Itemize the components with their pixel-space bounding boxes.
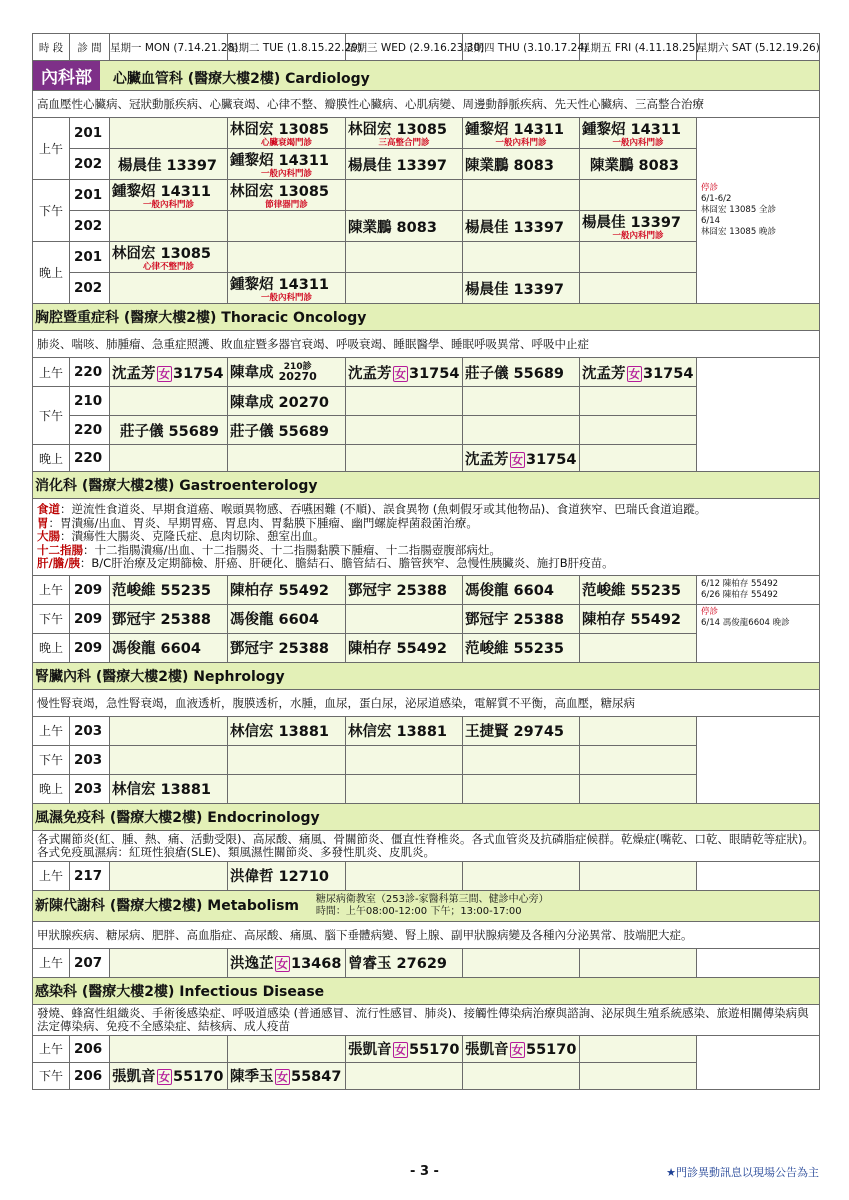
doctor-cell[interactable]: 莊子儀 55689 xyxy=(228,416,346,445)
section-desc: 慢性腎衰竭，急性腎衰竭，血液透析，腹膜透析，水腫，血尿，蛋白尿，泌尿道感染，電解質不平衡，高血壓，糖尿病 xyxy=(33,689,820,716)
section-title: 新陳代謝科 (醫療大樓2樓) Metabolism xyxy=(35,897,300,914)
slot-label: 上午 xyxy=(33,118,70,180)
table-row: 下午 210 陳韋成 20270 xyxy=(33,387,820,416)
section-title: 心臟血管科 (醫療大樓2樓) Cardiology xyxy=(112,71,370,87)
female-badge: 女 xyxy=(158,366,170,381)
doctor-cell[interactable]: 馮俊龍 6604 xyxy=(110,633,228,662)
doctor-cell[interactable]: 莊子儀 55689 xyxy=(110,416,228,445)
doctor-cell[interactable]: 陳業鵬 8083 xyxy=(346,211,463,242)
section-gastro xyxy=(33,472,820,499)
table-row xyxy=(33,118,820,149)
table-row: 上午 220 沈孟芳 女 31754 陳韋成 210診 20270 沈孟芳 女 31754 莊子儀 55689 沈孟芳 女 31754 xyxy=(33,358,820,387)
doctor-cell[interactable]: 馮俊龍 6604 xyxy=(228,604,346,633)
day-header-thu: 星期四 THU (3.10.17.24) xyxy=(463,34,580,61)
doctor-cell[interactable]: 陳季玉 女 55847 xyxy=(228,1062,346,1089)
table-row: 上午 209 范峻維 55235 陳柏存 55492 鄧冠宇 25388 馮俊龍 6604 范峻維 55235 6/12 陳柏存 55492 6/26 陳柏存 55492 xyxy=(33,575,820,604)
table-row: 202 楊晨佳 13397 鍾黎炤 14311 一般內科門診 楊晨佳 13397 陳業鵬 8083 陳業鵬 8083 xyxy=(33,149,820,180)
doctor-cell[interactable]: 范峻維 55235 xyxy=(580,575,697,604)
doctor-cell[interactable]: 王捷賢 29745 xyxy=(463,716,580,745)
doctor-cell[interactable]: 鍾黎炤 14311 一般內科門診 xyxy=(110,180,228,211)
doctor-cell[interactable]: 沈孟芳 女 31754 xyxy=(346,358,463,387)
table-row: 上午 217 洪偉哲 12710 xyxy=(33,861,820,890)
section-desc: 各式關節炎(紅、腫、熱、痛、活動受限)、高尿酸、痛風、骨關節炎、僵直性脊椎炎。各式血管炎及抗磷脂症候群。乾燥症(嘴乾、口乾、眼睛乾等症狀)。各式免疫風濕病：紅斑性狼瘡(SLE)、類風濕性關節炎、多發性肌炎、皮肌炎。 xyxy=(33,830,820,861)
doctor-cell[interactable]: 林信宏 13881 xyxy=(346,716,463,745)
clinic-info: 糖尿病衛教室（253診-家醫科第三間、健診中心旁） 時間：上午08:00-12:00 下午；13:00-17:00 xyxy=(315,893,549,917)
section-rheum xyxy=(33,803,820,830)
doctor-cell[interactable]: 沈孟芳 女 31754 xyxy=(110,358,228,387)
section-nephro xyxy=(33,662,820,689)
doctor-cell[interactable]: 鍾黎炤 14311 一般內科門診 xyxy=(228,149,346,180)
section-desc: 肺炎、喘咳、肺腫瘤、急重症照護、敗血症暨多器官衰竭、呼吸衰竭、睡眠醫學、睡眠呼吸異常、呼吸中止症 xyxy=(33,331,820,358)
doctor-cell[interactable]: 鄧冠宇 25388 xyxy=(110,604,228,633)
table-row: 下午 209 鄧冠宇 25388 馮俊龍 6604 鄧冠宇 25388 陳柏存 55492 停診 6/14 馮俊龍6604 晚診 xyxy=(33,604,820,633)
footer-note: ★門診異動訊息以現場公告為主 xyxy=(666,1166,819,1179)
day-header-mon: 星期一 MON (7.14.21.28) xyxy=(110,34,228,61)
table-row: 上午 206 張凱音 女 55170 張凱音 女 55170 xyxy=(33,1035,820,1062)
section-title: 風濕免疫科 (醫療大樓2樓) Endocrinology xyxy=(33,803,820,830)
doctor-cell[interactable]: 范峻維 55235 xyxy=(110,575,228,604)
doctor-cell[interactable]: 鄧冠宇 25388 xyxy=(463,604,580,633)
room-header: 診 間 xyxy=(70,34,110,61)
change-notice: 6/12 陳柏存 55492 6/26 陳柏存 55492 xyxy=(697,575,820,604)
header-row xyxy=(33,34,820,61)
doctor-cell[interactable]: 曾睿玉 27629 xyxy=(346,948,463,977)
section-infect xyxy=(33,977,820,1004)
cancel-notice: 停診 6/1-6/2 林囧宏 13085 全診 6/14 林囧宏 13085 晚診 xyxy=(697,118,820,304)
dept-badge: 內科部 xyxy=(33,61,100,90)
schedule-table xyxy=(32,33,820,1090)
room-number: 201 xyxy=(70,118,110,149)
section-desc: 甲狀腺疾病、糖尿病、肥胖、高血脂症、高尿酸、痛風、腦下垂體病變、腎上腺、副甲狀腺病變及各種內分泌異常、肢端肥大症。 xyxy=(33,921,820,948)
doctor-cell[interactable]: 陳柏存 55492 xyxy=(346,633,463,662)
doctor-cell[interactable]: 洪偉哲 12710 xyxy=(228,861,346,890)
doctor-cell[interactable]: 林囧宏 13085 節律器門診 xyxy=(228,180,346,211)
doctor-cell[interactable]: 楊晨佳 13397 xyxy=(346,149,463,180)
section-title: 消化科 (醫療大樓2樓) Gastroenterology xyxy=(33,472,820,499)
doctor-cell[interactable]: 沈孟芳 女 31754 xyxy=(580,358,697,387)
page-number: - 3 - xyxy=(410,1164,439,1179)
doctor-cell[interactable]: 馮俊龍 6604 xyxy=(463,575,580,604)
doctor-cell[interactable]: 陳柏存 55492 xyxy=(228,575,346,604)
day-header-tue: 星期二 TUE (1.8.15.22.29) xyxy=(228,34,346,61)
table-row: 晚上 209 馮俊龍 6604 鄧冠宇 25388 陳柏存 55492 范峻維 55235 xyxy=(33,633,820,662)
doctor-cell[interactable]: 陳業鵬 8083 xyxy=(463,149,580,180)
section-desc: 高血壓性心臟病、冠狀動脈疾病、心臟衰竭、心律不整、瓣膜性心臟病、心肌病變、周邊動靜脈疾病、先天性心臟病、三高整合治療 xyxy=(33,91,820,118)
doctor-cell[interactable]: 鄧冠宇 25388 xyxy=(346,575,463,604)
day-header-fri: 星期五 FRI (4.11.18.25) xyxy=(580,34,697,61)
doctor-cell[interactable]: 鍾黎炤 14311 一般內科門診 xyxy=(580,118,697,149)
table-row: 上午 207 洪逸芷 女 13468 曾睿玉 27629 xyxy=(33,948,820,977)
doctor-cell[interactable]: 林囧宏 13085 三高整合門診 xyxy=(346,118,463,149)
table-row: 202 陳業鵬 8083 楊晨佳 13397 楊晨佳 13397 一般內科門診 xyxy=(33,211,820,242)
doctor-cell[interactable]: 楊晨佳 13397 xyxy=(110,149,228,180)
day-header-sat: 星期六 SAT (5.12.19.26) xyxy=(697,34,820,61)
doctor-cell[interactable]: 陳韋成 210診 20270 xyxy=(228,358,346,387)
table-row: 下午 203 xyxy=(33,745,820,774)
section-title: 腎臟內科 (醫療大樓2樓) Nephrology xyxy=(33,662,820,689)
doctor-cell[interactable]: 張凱音 女 55170 xyxy=(110,1062,228,1089)
doctor-cell[interactable]: 鍾黎炤 14311 一般內科門診 xyxy=(228,273,346,304)
slot-header: 時 段 xyxy=(33,34,70,61)
doctor-cell[interactable]: 陳韋成 20270 xyxy=(228,387,346,416)
doctor-cell[interactable]: 林囧宏 13085 心臟衰竭門診 xyxy=(228,118,346,149)
table-row: 晚上 220 沈孟芳 女 31754 xyxy=(33,445,820,472)
section-title: 胸腔暨重症科 (醫療大樓2樓) Thoracic Oncology xyxy=(33,304,820,331)
section-metab xyxy=(33,890,820,921)
doctor-cell[interactable]: 沈孟芳 女 31754 xyxy=(463,445,580,472)
doctor-cell[interactable]: 張凱音 女 55170 xyxy=(463,1035,580,1062)
table-row: 下午 201 鍾黎炤 14311 一般內科門診 林囧宏 13085 節律器門診 xyxy=(33,180,820,211)
doctor-cell[interactable]: 林囧宏 13085 心律不整門診 xyxy=(110,242,228,273)
doctor-cell[interactable]: 楊晨佳 13397 一般內科門診 xyxy=(580,211,697,242)
doctor-cell[interactable]: 楊晨佳 13397 xyxy=(463,273,580,304)
table-row: 晚上 203 林信宏 13881 xyxy=(33,774,820,803)
doctor-cell[interactable]: 楊晨佳 13397 xyxy=(463,211,580,242)
section-cardiology xyxy=(33,61,820,91)
doctor-cell[interactable]: 張凱音 女 55170 xyxy=(346,1035,463,1062)
doctor-cell[interactable]: 鍾黎炤 14311 一般內科門診 xyxy=(463,118,580,149)
table-row: 下午 206 張凱音 女 55170 陳季玉 女 55847 xyxy=(33,1062,820,1089)
doctor-cell[interactable]: 莊子儀 55689 xyxy=(463,358,580,387)
day-header-wed: 星期三 WED (2.9.16.23.30) xyxy=(346,34,463,61)
doctor-cell[interactable]: 林信宏 13881 xyxy=(110,774,228,803)
section-desc: 發燒、蜂窩性組織炎、手術後感染症、呼吸道感染 (普通感冒、流行性感冒、肺炎)、接觸性傳染病治療與諮詢、泌尿與生殖系統感染、旅遊相關傳染病與法定傳染病、免疫不全感染症、結核病、成人疫苗 xyxy=(33,1004,820,1035)
cancel-notice: 停診 6/14 馮俊龍6604 晚診 xyxy=(697,604,820,662)
table-row: 上午 203 林信宏 13881 林信宏 13881 王捷賢 29745 xyxy=(33,716,820,745)
doctor-cell[interactable]: 林信宏 13881 xyxy=(228,716,346,745)
doctor-cell[interactable]: 陳柏存 55492 xyxy=(580,604,697,633)
section-title: 感染科 (醫療大樓2樓) Infectious Disease xyxy=(33,977,820,1004)
table-row: 220 莊子儀 55689 莊子儀 55689 xyxy=(33,416,820,445)
doctor-cell[interactable]: 洪逸芷 女 13468 xyxy=(228,948,346,977)
table-row: 晚上 201 林囧宏 13085 心律不整門診 xyxy=(33,242,820,273)
section-thoracic xyxy=(33,304,820,331)
doctor-cell[interactable]: 陳業鵬 8083 xyxy=(580,149,697,180)
table-row: 202 鍾黎炤 14311 一般內科門診 楊晨佳 13397 xyxy=(33,273,820,304)
doctor-cell[interactable]: 范峻維 55235 xyxy=(463,633,580,662)
doctor-cell[interactable]: 鄧冠宇 25388 xyxy=(228,633,346,662)
section-desc: 食道：逆流性食道炎、早期食道癌、喉頭異物感、吞嚥困難 (不順)、誤食異物 (魚刺假牙或其他物品)、食道狹窄、巴瑞氏食道追蹤。 胃：胃潰瘍/出血、胃炎、早期胃癌、胃息肉、胃黏膜下腫瘤、幽門螺旋桿菌殺菌治療。 大腸：潰瘍性大腸炎、克隆氏症、息肉切除、憩室出血。 十二指腸：十二指腸潰瘍/出血、十二指腸炎、十二指腸黏膜下腫瘤、十二指腸壺腹部病灶。 肝/膽/胰：B/C肝治療及定期篩檢、肝癌、肝硬化、膽結石、膽管結石、膽管狹窄、急慢性胰臟炎、施打B肝疫苗。 xyxy=(33,499,820,576)
